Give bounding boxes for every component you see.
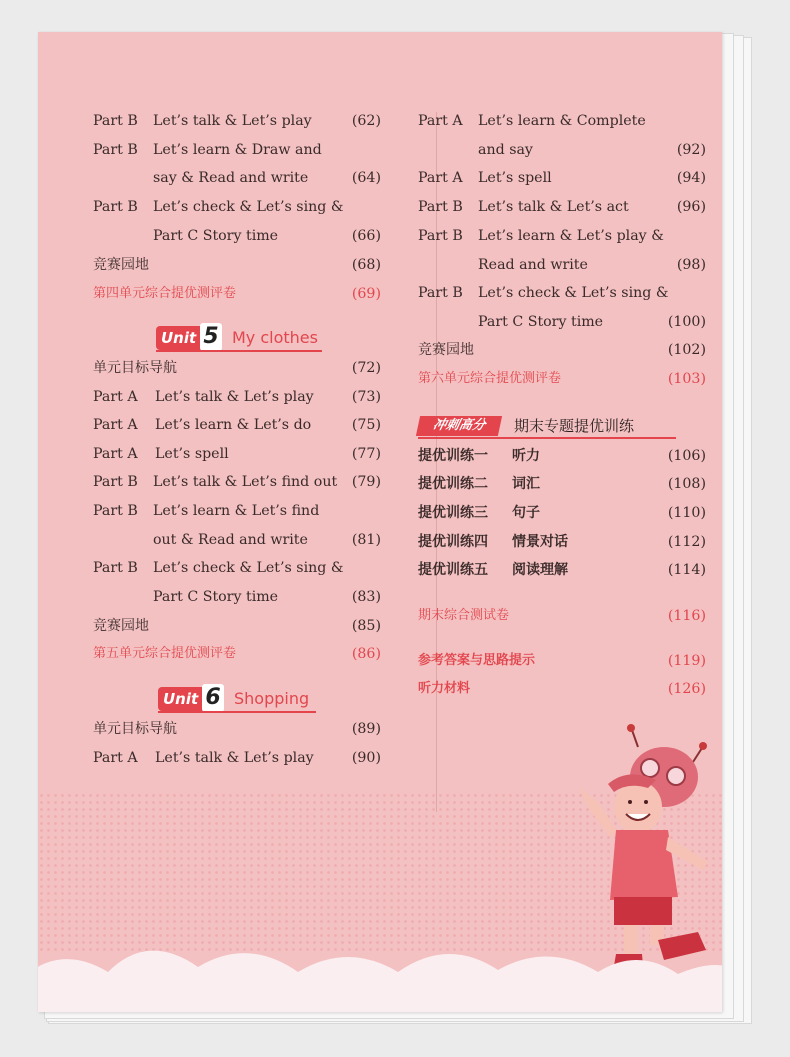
page-number: (68): [351, 257, 381, 273]
unit-badge: Unit: [158, 687, 224, 711]
toc-row[interactable]: [93, 385, 381, 409]
toc-row[interactable]: [418, 281, 706, 305]
unit-underline: [156, 350, 322, 352]
toc-row[interactable]: [418, 109, 706, 133]
entry-title: Part C Story time: [478, 314, 604, 330]
toc-row-unit-test[interactable]: [93, 642, 381, 666]
toc-row[interactable]: [93, 138, 381, 162]
toc-row[interactable]: [93, 585, 381, 609]
part-label: Part A: [418, 170, 463, 186]
entry-title: 单元目标导航: [93, 721, 177, 737]
unit-6-heading[interactable]: [158, 687, 318, 713]
toc-row[interactable]: [418, 253, 706, 277]
entry-title: 参考答案与思路提示: [418, 653, 536, 668]
toc-row-nav[interactable]: [93, 717, 381, 741]
entry-title: and say: [478, 142, 533, 158]
page-number: (103): [667, 371, 706, 387]
entry-title: Let’s spell: [478, 170, 552, 186]
toc-row-training[interactable]: [418, 444, 706, 468]
entry-title: Part C Story time: [153, 589, 279, 605]
toc-row-contest[interactable]: [93, 614, 381, 638]
page-number: (86): [351, 646, 381, 662]
entry-title: 第五单元综合提优测评卷: [93, 646, 237, 661]
toc-row-listening[interactable]: [418, 677, 706, 701]
toc-row[interactable]: [93, 746, 381, 770]
unit-5-heading[interactable]: [156, 326, 324, 352]
entry-title: 竞赛园地: [93, 257, 149, 273]
entry-title: say & Read and write: [153, 170, 309, 186]
toc-row-answers[interactable]: [418, 649, 706, 673]
toc-row[interactable]: [418, 166, 706, 190]
part-label: Part B: [418, 285, 463, 301]
page-number: (90): [351, 750, 381, 766]
toc-row[interactable]: [93, 109, 381, 133]
entry-title: 期末综合测试卷: [418, 608, 510, 623]
unit-title: Shopping: [234, 689, 310, 708]
unit-underline: [158, 711, 316, 713]
entry-title: Let’s talk & Let’s act: [478, 199, 629, 215]
page-number: (114): [667, 562, 706, 578]
entry-title: Let’s talk & Let’s play: [155, 389, 314, 405]
toc-row[interactable]: [93, 556, 381, 580]
page-number: (69): [351, 286, 381, 302]
sprint-underline: [418, 437, 676, 439]
entry-title: 竞赛园地: [418, 342, 474, 358]
sprint-badge: 冲刺高分: [416, 416, 502, 436]
toc-row[interactable]: [93, 195, 381, 219]
toc-row-final-test[interactable]: [418, 604, 706, 628]
part-label: Part A: [93, 417, 138, 433]
toc-row-contest[interactable]: [93, 253, 381, 277]
page-number: (110): [667, 505, 706, 521]
page-number: (96): [676, 199, 706, 215]
entry-title: 听力材料: [418, 681, 471, 696]
page-number: (81): [351, 532, 381, 548]
part-label: Part B: [93, 503, 138, 519]
part-label: Part B: [418, 199, 463, 215]
page-number: (108): [667, 476, 706, 492]
entry-title: Let’s learn & Let’s play &: [478, 228, 664, 244]
entry-title: Let’s talk & Let’s find out: [153, 474, 338, 490]
entry-topic: 听力: [512, 448, 540, 464]
toc-row[interactable]: [418, 310, 706, 334]
page-number: (75): [351, 417, 381, 433]
page-number: (100): [667, 314, 706, 330]
toc-row[interactable]: [93, 413, 381, 437]
page-number: (102): [667, 342, 706, 358]
page-number: (79): [351, 474, 381, 490]
entry-title: 提优训练四: [418, 534, 488, 550]
entry-title: Let’s check & Let’s sing &: [478, 285, 669, 301]
part-label: Part A: [418, 113, 463, 129]
entry-title: out & Read and write: [153, 532, 308, 548]
entry-title: Let’s check & Let’s sing &: [153, 199, 344, 215]
entry-title: 提优训练一: [418, 448, 488, 464]
toc-row-contest[interactable]: [418, 338, 706, 362]
page-number: (94): [676, 170, 706, 186]
page-number: (85): [351, 618, 381, 634]
toc-row[interactable]: [93, 166, 381, 190]
part-label: Part A: [93, 750, 138, 766]
toc-row-unit-test[interactable]: [418, 367, 706, 391]
page-number: (72): [351, 360, 381, 376]
entry-title: Let’s talk & Let’s play: [155, 750, 314, 766]
toc-row[interactable]: [93, 499, 381, 523]
toc-row-training[interactable]: [418, 558, 706, 582]
entry-title: Let’s learn & Complete: [478, 113, 646, 129]
sprint-title: 期末专题提优训练: [514, 417, 635, 435]
toc-row-training[interactable]: [418, 501, 706, 525]
entry-topic: 情景对话: [512, 534, 568, 550]
toc-row-unit-test[interactable]: [93, 282, 381, 306]
toc-row[interactable]: [93, 224, 381, 248]
entry-title: 竞赛园地: [93, 618, 149, 634]
page-number: (126): [667, 681, 706, 697]
toc-row-training[interactable]: [418, 530, 706, 554]
toc-row[interactable]: [93, 528, 381, 552]
toc-row[interactable]: [93, 470, 381, 494]
entry-title: 第六单元综合提优测评卷: [418, 371, 562, 386]
toc-row[interactable]: [418, 195, 706, 219]
page-number: (112): [667, 534, 706, 550]
page-number: (66): [351, 228, 381, 244]
entry-title: 第四单元综合提优测评卷: [93, 286, 237, 301]
unit-badge: Unit: [156, 326, 222, 350]
unit-number: 5: [200, 323, 222, 351]
toc-row[interactable]: [93, 442, 381, 466]
part-label: Part B: [418, 228, 463, 244]
part-label: Part A: [93, 389, 138, 405]
part-label: Part B: [93, 560, 138, 576]
cloud-decoration: [38, 912, 722, 1012]
page-number: (106): [667, 448, 706, 464]
page-number: (62): [351, 113, 381, 129]
entry-title: 提优训练二: [418, 476, 488, 492]
part-label: Part B: [93, 474, 138, 490]
entry-title: Let’s learn & Draw and: [153, 142, 322, 158]
unit-number: 6: [202, 684, 224, 712]
page-number: (77): [351, 446, 381, 462]
part-label: Part B: [93, 113, 138, 129]
book-page: [38, 32, 722, 1012]
page-number: (116): [667, 608, 706, 624]
entry-title: Let’s talk & Let’s play: [153, 113, 312, 129]
entry-topic: 句子: [512, 505, 540, 521]
part-label: Part A: [93, 446, 138, 462]
part-label: Part B: [93, 142, 138, 158]
entry-title: Let’s learn & Let’s do: [155, 417, 312, 433]
sprint-section-heading[interactable]: [418, 414, 678, 438]
page-number: (73): [351, 389, 381, 405]
page-number: (83): [351, 589, 381, 605]
entry-title: 单元目标导航: [93, 360, 177, 376]
toc-row-nav[interactable]: [93, 356, 381, 380]
page-number: (119): [667, 653, 706, 669]
page-number: (89): [351, 721, 381, 737]
entry-title: Let’s spell: [155, 446, 229, 462]
entry-topic: 阅读理解: [512, 562, 568, 578]
page-number: (98): [676, 257, 706, 273]
part-label: Part B: [93, 199, 138, 215]
entry-title: 提优训练三: [418, 505, 488, 521]
entry-topic: 词汇: [512, 476, 540, 492]
entry-title: Read and write: [478, 257, 588, 273]
entry-title: Let’s learn & Let’s find: [153, 503, 320, 519]
toc-row[interactable]: [418, 224, 706, 248]
unit-title: My clothes: [232, 328, 318, 347]
toc-row[interactable]: [418, 138, 706, 162]
toc-row-training[interactable]: [418, 472, 706, 496]
entry-title: Part C Story time: [153, 228, 279, 244]
entry-title: 提优训练五: [418, 562, 488, 578]
entry-title: Let’s check & Let’s sing &: [153, 560, 344, 576]
page-number: (64): [351, 170, 381, 186]
page-number: (92): [676, 142, 706, 158]
